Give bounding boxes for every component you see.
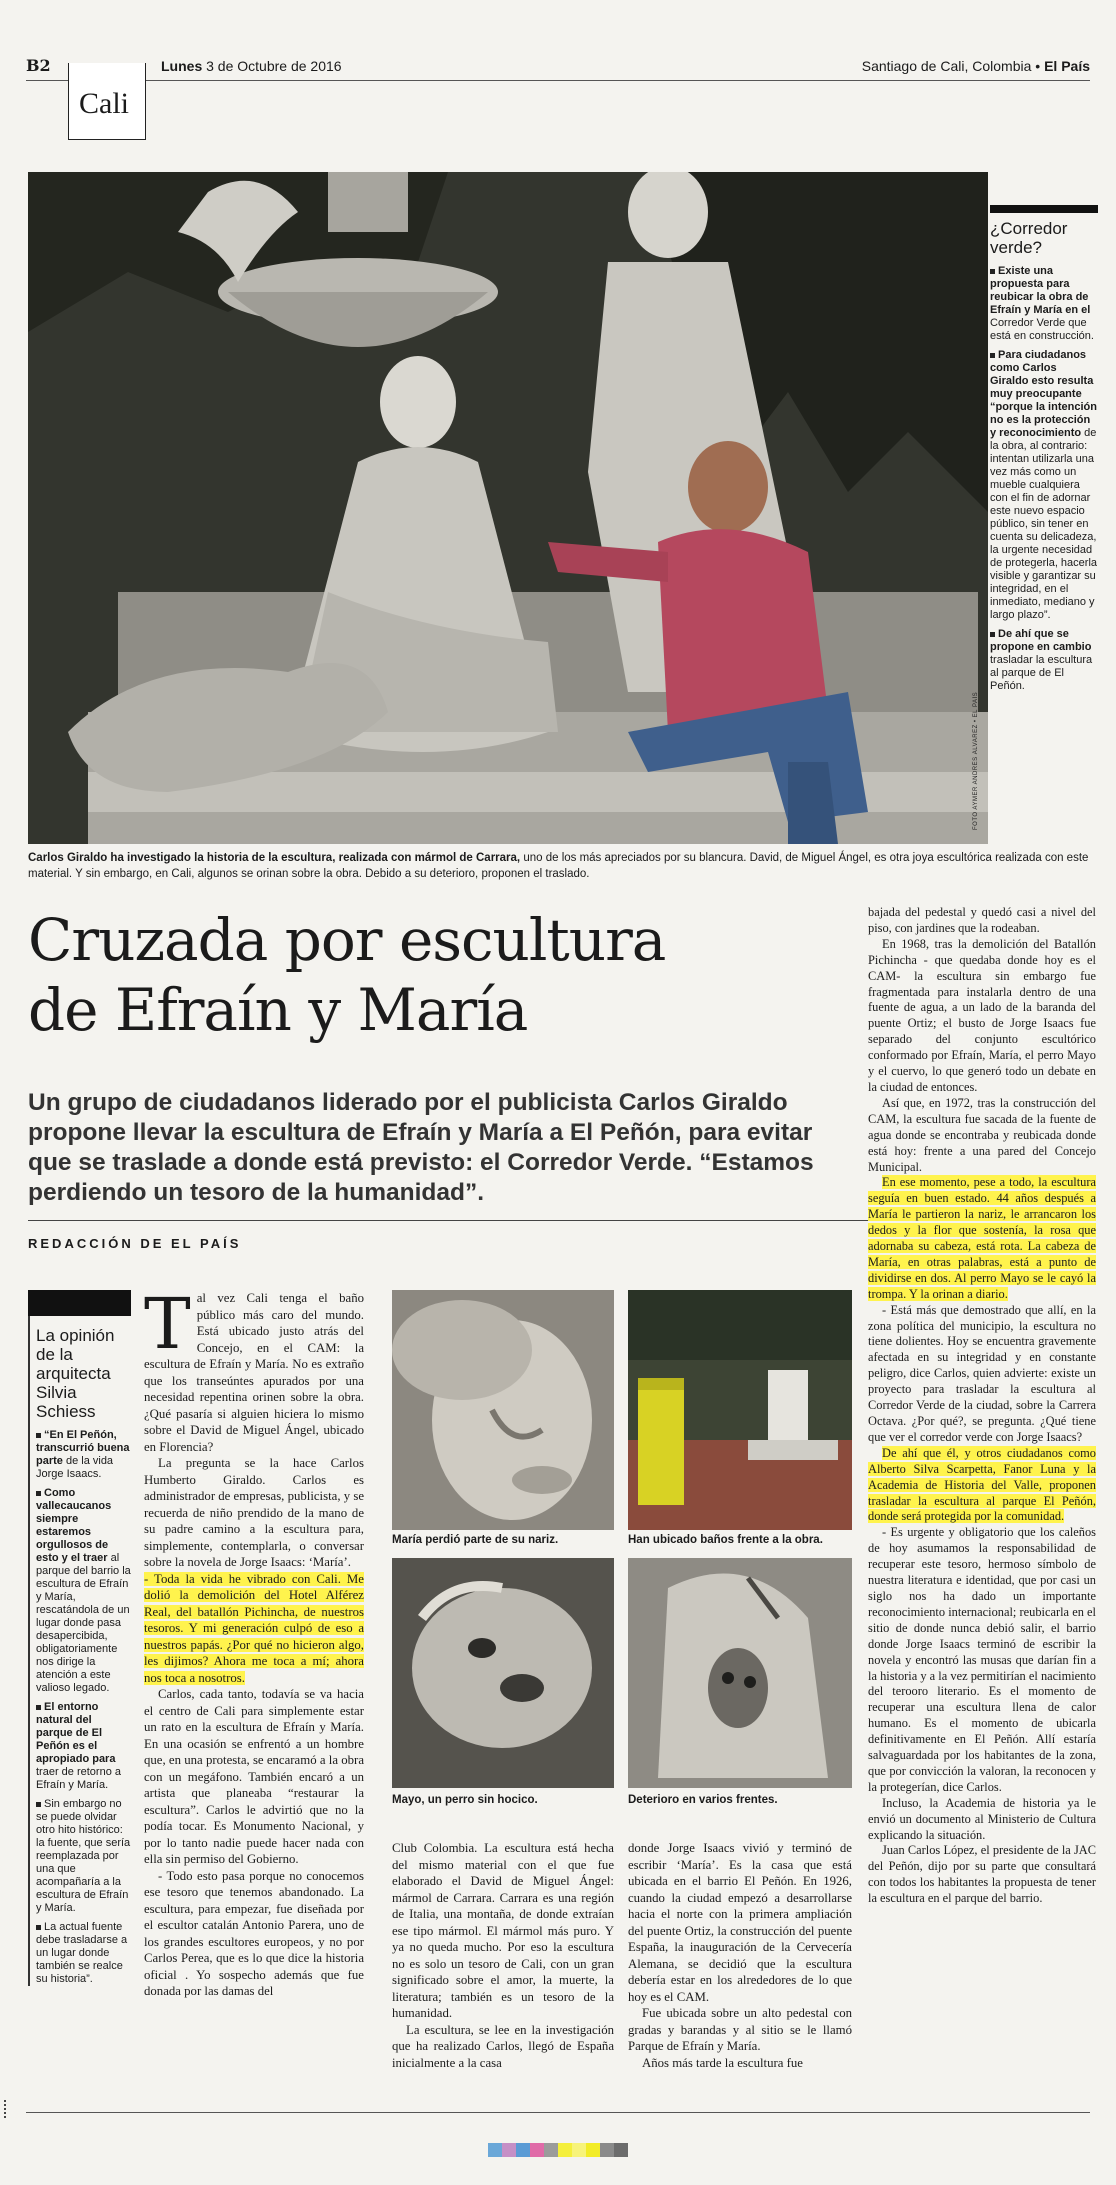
photo-caption-2: Han ubicado baños frente a la obra. xyxy=(628,1534,823,1546)
article-column-2 xyxy=(392,1840,614,2071)
opinion-point-1-bold: “En El Peñón, transcurrió buena parte xyxy=(36,1429,130,1467)
opinion-point-4-text: Sin embargo no se puede olvidar otro hito histórico: la fuente, que sería reemplazada por una que acompañaría a la escultura de Efraín y María. xyxy=(36,1798,131,1914)
byline-rule xyxy=(28,1220,868,1221)
opinion-bar xyxy=(28,1290,131,1316)
opinion-point-5-text: La actual fuente debe trasladarse a un lugar donde también se realce su historia”. xyxy=(36,1921,128,1985)
photo-caption-4: Deterioro en varios frentes. xyxy=(628,1794,778,1806)
bullet-icon xyxy=(36,1705,41,1710)
photo-credit: FOTO AYMER ANDRÉS ÁLVAREZ • EL PAÍS xyxy=(973,691,979,830)
caption-text: uno de los más apreciados por su blancura. David, de Miguel Ángel, es otra joya escultórica realizada con este material. Y sin embargo, en Cali, algunos se orinan sobre la obra. Debido a su deterioro, proponen el traslado. xyxy=(28,852,1089,880)
sidebar-point-3-bold: De ahí que se propone en cambio xyxy=(990,628,1092,653)
header-rule xyxy=(26,80,1090,81)
opinion-point-2-bold: Como vallecaucanos siempre estaremos orgullosos de esto y el traer xyxy=(36,1487,112,1564)
photo-dog-mayo-image xyxy=(392,1558,614,1788)
article-column-4 xyxy=(868,905,1096,1907)
paragraph: La pregunta se la hace Carlos Humberto Giraldo. Carlos es administrador de empresas, publicista, y se recuerda de niño prendido de la mano de su padre camino a la escultura para, simplemente, contemplarla, o conversar sobre la novela de Jorge Isaacs: ‘María’. xyxy=(144,1456,364,1569)
opinion-point-1 xyxy=(36,1429,131,1481)
photo-caption-3: Mayo, un perro sin hocico. xyxy=(392,1794,538,1806)
color-swatch xyxy=(488,2143,502,2157)
headline-line-1: Cruzada por escultura xyxy=(28,906,666,974)
color-swatch xyxy=(614,2143,628,2157)
sidebar-point-2-text: de la obra, al contrario: intentan utilizarla una vez más como un mueble cualquiera con el fin de adornar este nuevo espacio público, sin tener en cuenta su delicadeza, la urgente necesidad de protegerla, hacerla visible y garantizar su integridad, en el inmediato, mediano y largo plazo”. xyxy=(990,427,1098,621)
opinion-point-3-text: traer de retorno a Efraín y María. xyxy=(36,1766,121,1791)
bullet-icon xyxy=(36,1491,41,1496)
day-name: Lunes xyxy=(161,58,203,74)
bullet-icon xyxy=(990,632,995,637)
page-header xyxy=(26,56,1090,78)
color-swatch xyxy=(544,2143,558,2157)
paragraph: bajada del pedestal y quedó casi a nivel del piso, con jardines que la rodeaban. xyxy=(868,905,1096,935)
opinion-point-3-bold: El entorno natural del parque de El Peñón es el apropiado para xyxy=(36,1701,116,1765)
color-bar xyxy=(488,2143,628,2157)
paragraph: - Es urgente y obligatorio que los caleños de hoy asumamos la responsabilidad de recuperar este tesoro, hermoso símbolo de nuestra literatura e identidad, que por casi un siglo nos ha dado un importante reconocimiento internacional; reubicarla en el sitio de donde nunca debió salir, el barrio donde Jorge Isaacs terminó de escribir la novela y encontró las musas que darían fin a la historia y a la vez permitirían el nacimiento del terooro literario. Es el momento de recuperar una escultura llena de calor humano. Es el momento de ubicarla definitivamente en El Peñón. Allí estaría salvaguardada por los habitantes de la zona, que por convicción la valoran, la reconocen y la protegerían, dice Carlos. xyxy=(868,1525,1096,1794)
color-swatch xyxy=(516,2143,530,2157)
sidebar-point-3-text: trasladar la escultura al parque de El Peñón. xyxy=(990,654,1093,692)
sidebar-point-2-bold: Para ciudadanos como Carlos Giraldo esto resulta muy preocupante “porque la intención no es la protección y reconocimiento xyxy=(990,349,1097,439)
opinion-point-4 xyxy=(36,1798,131,1915)
location-line xyxy=(862,58,1090,74)
date: 3 de Octubre de 2016 xyxy=(206,58,342,74)
paragraph: - Está más que demostrado que allí, en la zona política del municipio, la escultura no tiene dolientes. Hoy se encuentra gravemente afectada en su integridad y en constante peligro, dice Carlos, quien advierte: existe un proyecto para trasladar la escultura al Corredor Verde de la ciudad, sobre la Carrera Octava. ¿Por qué?, se pregunta. ¿Qué tiene que ver el corredor verde con Jorge Isaacs? xyxy=(868,1302,1096,1444)
footer-rule xyxy=(26,2112,1090,2113)
main-photo xyxy=(28,172,988,844)
section-name: Cali xyxy=(79,87,129,120)
article-column-3 xyxy=(628,1840,852,2071)
color-swatch xyxy=(600,2143,614,2157)
paragraph xyxy=(144,1283,364,1455)
location: Santiago de Cali, Colombia • xyxy=(861,58,1041,74)
paragraph: Años más tarde la escultura fue xyxy=(642,2055,803,2070)
color-swatch xyxy=(502,2143,516,2157)
date-line xyxy=(161,58,342,74)
photo-deterioration xyxy=(628,1558,852,1788)
photo-caption-1: María perdió parte de su nariz. xyxy=(392,1534,559,1546)
paragraph: Incluso, la Academia de historia ya le envió un documento al Ministerio de Cultura explicando la situación. xyxy=(868,1795,1096,1842)
bullet-icon xyxy=(36,1433,41,1438)
paragraph-highlight xyxy=(868,1175,1096,1302)
registration-marks xyxy=(4,2100,10,2118)
sidebar-corredor-verde xyxy=(990,205,1098,699)
photo-maria-face-image xyxy=(392,1290,614,1530)
headline xyxy=(28,905,888,1045)
sidebar-point-2 xyxy=(990,349,1098,622)
page-number: B2 xyxy=(26,56,51,75)
bullet-icon xyxy=(990,269,995,274)
byline: REDACCIÓN DE EL PAÍS xyxy=(28,1236,242,1251)
photo-toilets-image xyxy=(628,1290,852,1530)
paragraph-highlight xyxy=(868,1446,1096,1526)
color-swatch xyxy=(530,2143,544,2157)
opinion-point-2 xyxy=(36,1487,131,1695)
sculpture-illustration xyxy=(28,172,988,844)
sidebar-point-3 xyxy=(990,628,1098,693)
bullet-icon xyxy=(36,1802,41,1807)
highlighted-text: De ahí que él, y otros ciudadanos como Alberto Silva Scarpetta, Fanor Luna y la Academia de Historia del Valle, proponen trasladar la escultura al parque El Peñón, donde será protegida por la comunidad. xyxy=(868,1445,1096,1524)
paragraph-text: al vez Cali tenga el baño público más caro del mundo. Está ubicado justo atrás del Concejo, en el CAM: la escultura de Efraín y María. No es extraño que los transeúntes apurados por una necesidad repentina orinen sobre la obra. ¿Qué pasaría si alguien hiciera lo mismo sobre el David de Miguel Ángel, ubicado en Florencia? xyxy=(144,1291,364,1454)
color-swatch xyxy=(586,2143,600,2157)
opinion-point-2-text: al parque del barrio la escultura de Efraín y María, rescatándola de un lugar donde pasa desapercibida, obligatoriamente nos dirige la atención a este valioso legado. xyxy=(36,1552,131,1694)
paragraph: Así que, en 1972, tras la construcción del CAM, la escultura fue sacada de la fuente de agua donde se encontraba y reubicada donde está hoy: frente a una pared del Concejo Municipal. xyxy=(868,1095,1096,1174)
paragraph: Carlos, cada tanto, todavía se va hacia el centro de Cali para simplemente estar un rato en la escultura de Efraín y María. En una ocasión se enfrentó a un hombre que, en una protesta, se encaramó a la obra con un megáfono. También encaró a un artista que planeaba “restaurar la escultura”. Carlos le advirtió que no la podía tocar. Es Monumento Nacional, y por lo tanto nadie puede hacer nada con ella sin permiso del Gobierno. xyxy=(144,1687,364,1866)
photo-toilets xyxy=(628,1290,852,1530)
color-swatch xyxy=(558,2143,572,2157)
paragraph: donde Jorge Isaacs vivió y terminó de escribir ‘María’. Es la casa que está ubicada en el barrio El Peñón. En 1926, cuando la ciudad empezó a desarrollarse hacia el norte con la primera ampliación del puente Ortiz, la construcción del puente España, la inauguración de la Cervecería Alemana, se decidió que la escultura debería estar en los alrededores de lo que hoy es el CAM. xyxy=(628,1841,852,2004)
paragraph: La escultura, se lee en la investigación que ha realizado Carlos, llegó de España inicialmente a la casa xyxy=(392,2022,614,2070)
drop-cap: T xyxy=(144,1283,191,1365)
headline-line-2: de Efraín y María xyxy=(28,976,528,1044)
photo-maria-face xyxy=(392,1290,614,1530)
bullet-icon xyxy=(36,1925,41,1930)
paragraph: Fue ubicada sobre un alto pedestal con gradas y barandas y al sitio se le llamó Parque de Efraín y María. xyxy=(628,2006,852,2053)
paragraph: - Todo esto pasa porque no conocemos ese tesoro que tenemos abandonado. La escultura, para empezar, fue diseñada por el escultor catalán Antonio Parera, uno de los grandes escultores europeos, y no por Carlos Perea, que es lo que dice la historia oficial . Yo sospecho además que fue donada por las damas del xyxy=(144,1868,364,1998)
opinion-point-5 xyxy=(36,1921,131,1986)
caption-bold: Carlos Giraldo ha investigado la historia de la escultura, realizada con mármol de Carrara, xyxy=(28,852,521,864)
bullet-icon xyxy=(990,353,995,358)
opinion-point-1-text: de la vida Jorge Isaacs. xyxy=(36,1455,114,1480)
sidebar-point-1-bold: Existe una propuesta para reubicar la obra de Efraín y María en el xyxy=(990,265,1091,316)
sidebar-point-1-text: Corredor Verde que está en construcción. xyxy=(990,317,1094,342)
color-swatch xyxy=(572,2143,586,2157)
paper-name: El País xyxy=(1044,58,1090,74)
sidebar-point-1 xyxy=(990,265,1098,343)
opinion-box xyxy=(28,1290,131,1992)
paragraph: En 1968, tras la demolición del Batallón Pichincha - que quedaba donde hoy es el CAM- la escultura sin embargo fue fragmentada para instalarla dentro de una fuente de agua, a un lado de la baranda del puente Ortiz; el busto de Jorge Isaacs fue separado del conjunto escultórico conformado por Efraín, María, el perro Mayo y el cuervo, lo que generó todo un debate en la ciudad de entonces. xyxy=(868,936,1096,1094)
highlighted-quote: - Toda la vida he vibrado con Cali. Me dolió la demolición del Hotel Alférez Real, del batallón Pichincha, de nuestros tesoros. Y mi generación culpó de eso a nuestros papás. ¿Por qué no hicieron algo, les dijimos? Ahora me toca a mí; ahora nos toca a nosotros. xyxy=(144,1571,364,1685)
sidebar-bar xyxy=(990,205,1098,213)
photo-caption xyxy=(28,850,1098,882)
paragraph: Club Colombia. La escultura está hecha del mismo material con el que fue elaborado el David de Miguel Ángel: mármol de Carrara. Carrara es una región de Italia, una montaña, de donde extraían ese tipo mármol. El mármol más puro. Y ya no queda mucho. Por eso la escultura no es solo un tesoro de Cali, con un gran significado sobre el amor, la muerte, la literatura; también es un tesoro de la humanidad. xyxy=(392,1841,614,2020)
article-column-1 xyxy=(144,1283,364,2000)
opinion-title: La opinión de la arquitecta Silvia Schiess xyxy=(36,1326,115,1421)
photo-dog-mayo xyxy=(392,1558,614,1788)
opinion-point-3 xyxy=(36,1701,131,1792)
paragraph: Juan Carlos López, el presidente de la JAC del Peñón, dijo por su parte que consultará con todos los habitantes la propuesta de tener la escultura en el parque del barrio. xyxy=(868,1843,1096,1906)
subheadline: Un grupo de ciudadanos liderado por el publicista Carlos Giraldo propone llevar la escultura de Efraín y María a El Peñón, para evitar que se traslade a donde está previsto: el Corredor Verde. “Estamos perdiendo un tesoro de la humanidad”. xyxy=(28,1089,814,1206)
photo-deterioration-image xyxy=(628,1558,852,1788)
sidebar-title: ¿Corredor verde? xyxy=(990,219,1068,257)
section-tab xyxy=(68,63,146,140)
paragraph-quote xyxy=(144,1571,364,1687)
highlighted-text: En ese momento, pese a todo, la escultura seguía en buen estado. 44 años después a María le partieron la nariz, le arrancaron los dedos y la flor que sostenía, la rosa que adornaba su cabeza, está rota. La cabeza de María, en otras palabras, está a punto de dividirse en dos. Al perro Mayo se le cayó la trompa. Y la orinan a diario. xyxy=(868,1175,1096,1301)
